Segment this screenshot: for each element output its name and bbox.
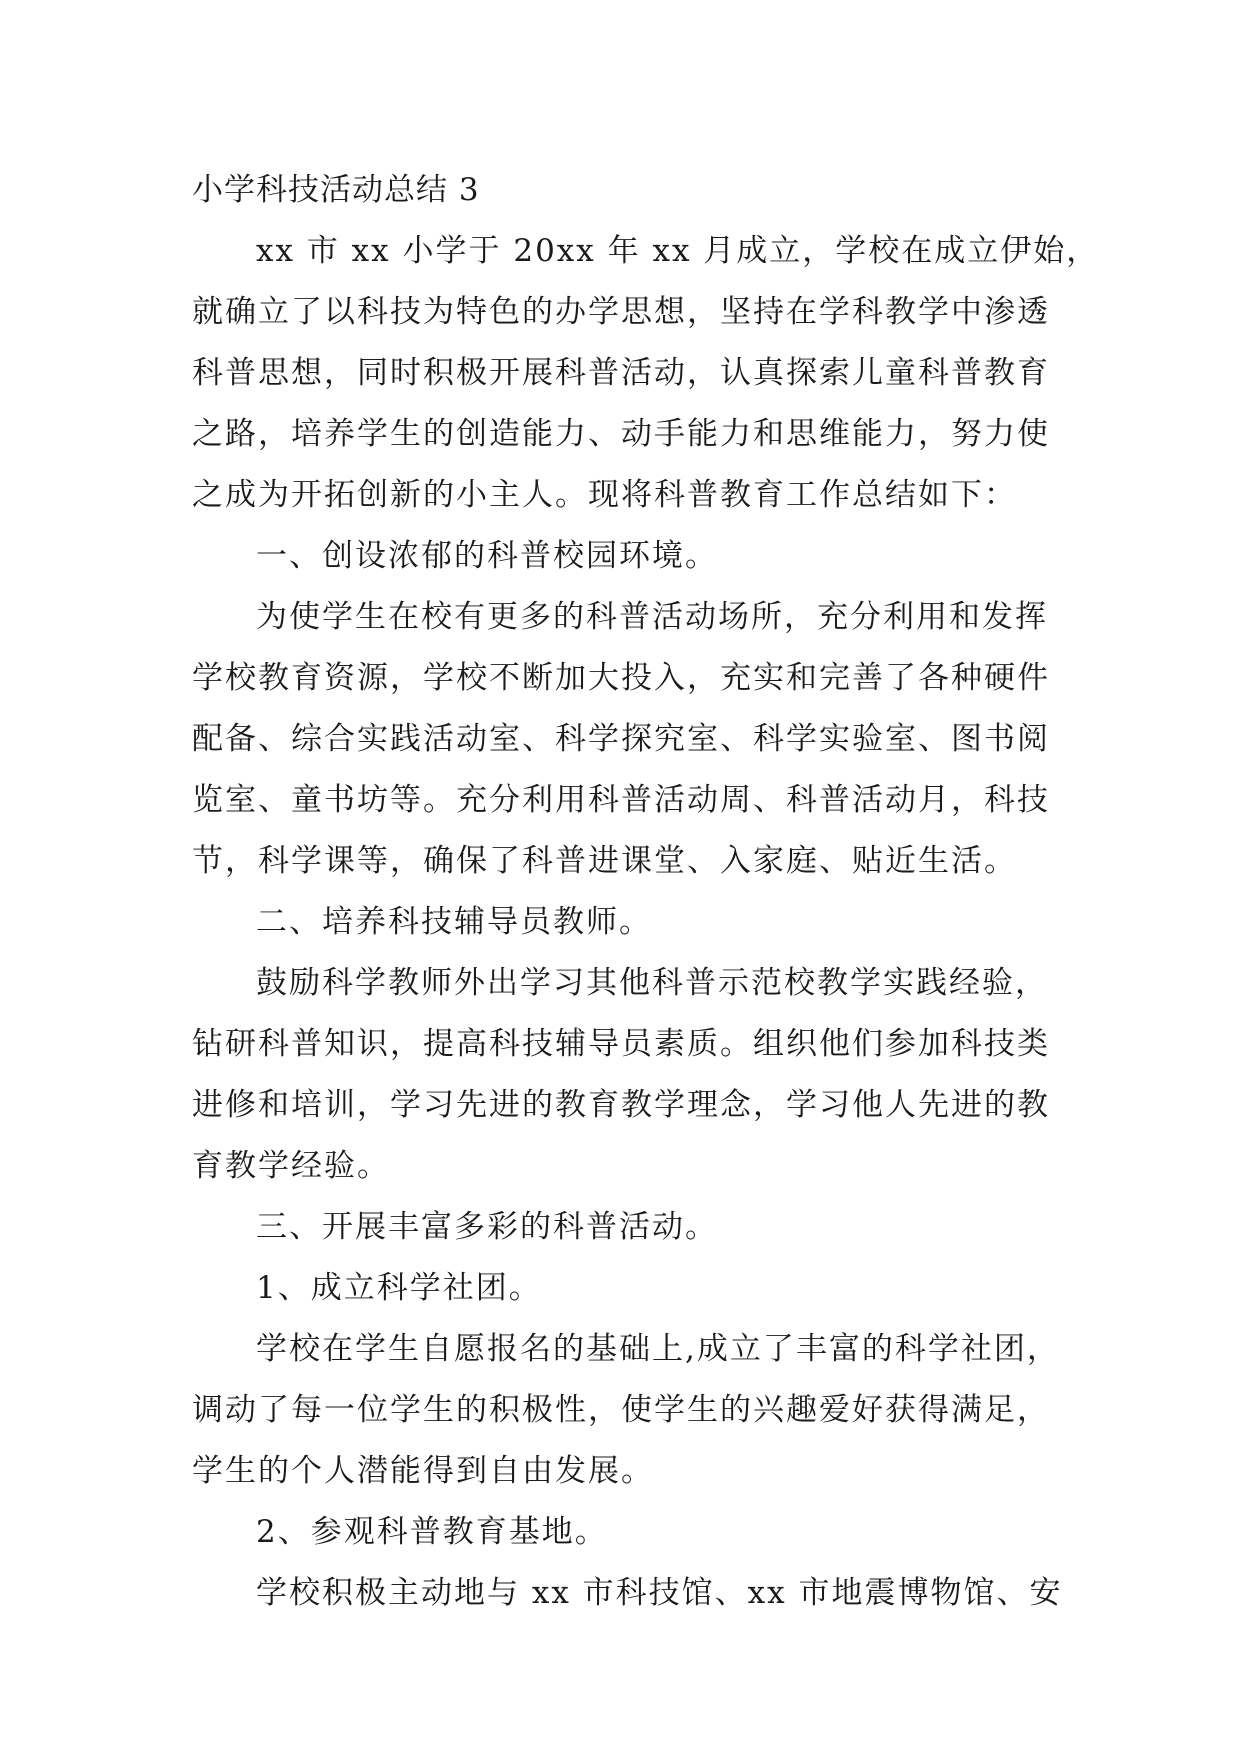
- document-title: 小学科技活动总结 3: [192, 172, 480, 208]
- paragraph-line: 学校教育资源，学校不断加大投入，充实和完善了各种硬件: [192, 660, 1050, 696]
- subsection-heading: 2、参观科普教育基地。: [256, 1514, 608, 1550]
- paragraph-line: 育教学经验。: [192, 1148, 390, 1184]
- paragraph-line: 学校在学生自愿报名的基础上,成立了丰富的科学社团，: [256, 1331, 1060, 1367]
- paragraph-line: 之成为开拓创新的小主人。现将科普教育工作总结如下：: [192, 477, 1017, 513]
- paragraph-line: 为使学生在校有更多的科普活动场所，充分利用和发挥: [256, 599, 1048, 635]
- paragraph-line: 览室、童书坊等。充分利用科普活动周、科普活动月，科技: [192, 782, 1050, 818]
- section-heading: 二、培养科技辅导员教师。: [256, 904, 652, 940]
- paragraph-line: xx 市 xx 小学于 20xx 年 xx 月成立，学校在成立伊始，: [256, 233, 1100, 269]
- section-heading: 一、创设浓郁的科普校园环境。: [256, 538, 718, 574]
- paragraph-line: 学生的个人潜能得到自由发展。: [192, 1453, 654, 1489]
- paragraph-line: 配备、综合实践活动室、科学探究室、科学实验室、图书阅: [192, 721, 1050, 757]
- paragraph-line: 调动了每一位学生的积极性，使学生的兴趣爱好获得满足，: [192, 1392, 1050, 1428]
- section-heading: 三、开展丰富多彩的科普活动。: [256, 1209, 718, 1245]
- paragraph-line: 钻研科普知识，提高科技辅导员素质。组织他们参加科技类: [192, 1026, 1050, 1062]
- paragraph-line: 学校积极主动地与 xx 市科技馆、xx 市地震博物馆、安: [256, 1575, 1063, 1611]
- paragraph-line: 节，科学课等，确保了科普进课堂、入家庭、贴近生活。: [192, 843, 1017, 879]
- paragraph-line: 就确立了以科技为特色的办学思想，坚持在学科教学中渗透: [192, 294, 1050, 330]
- document-body: [192, 160, 1100, 1624]
- paragraph-line: 科普思想，同时积极开展科普活动，认真探索儿童科普教育: [192, 355, 1050, 391]
- paragraph-line: 鼓励科学教师外出学习其他科普示范校教学实践经验，: [256, 965, 1048, 1001]
- subsection-heading: 1、成立科学社团。: [256, 1270, 542, 1306]
- paragraph-line: 进修和培训，学习先进的教育教学理念，学习他人先进的教: [192, 1087, 1050, 1123]
- paragraph-line: 之路，培养学生的创造能力、动手能力和思维能力，努力使: [192, 416, 1050, 452]
